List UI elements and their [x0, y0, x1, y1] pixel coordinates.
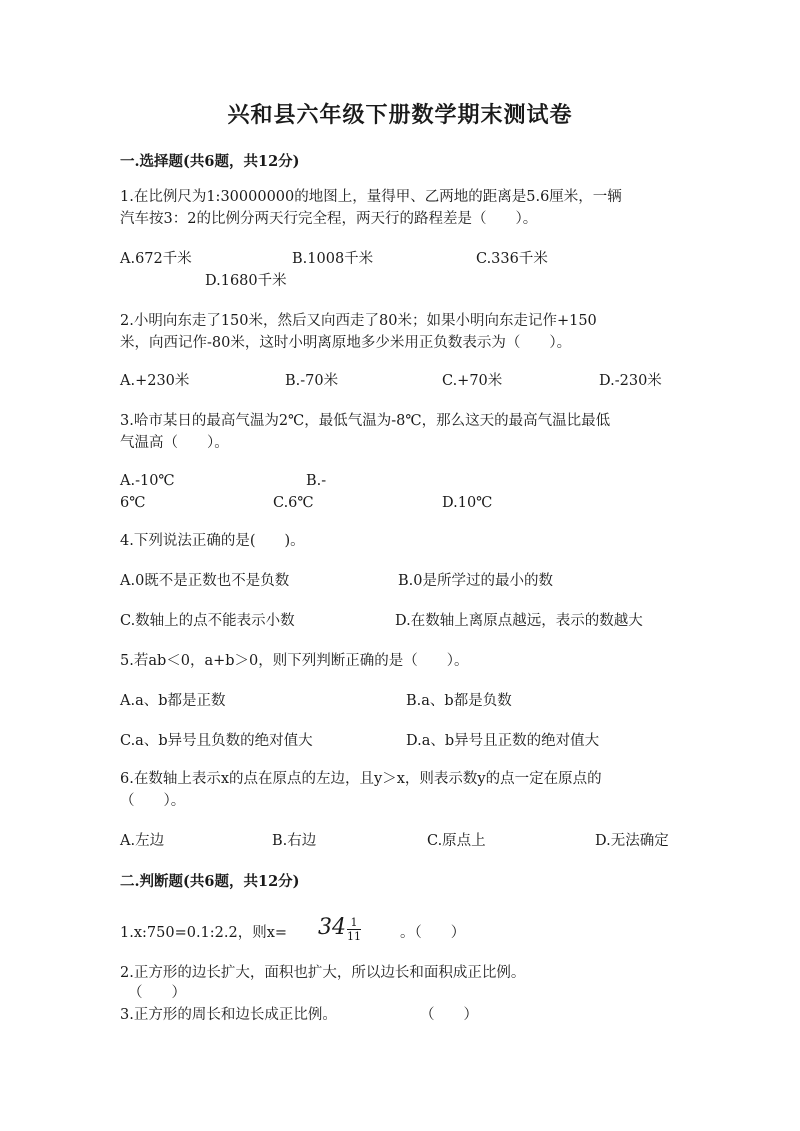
- question-5-option-c: C.a、b异号且负数的绝对值大: [120, 733, 313, 749]
- fraction-numerator: 1: [350, 916, 358, 929]
- judge-1-prefix: 1.x:750=0.1:2.2，则x=: [120, 925, 288, 941]
- question-3-option-a: A.-10℃: [120, 473, 175, 489]
- judge-3-text: 3.正方形的周长和边长成正比例。: [120, 1007, 337, 1023]
- question-2-option-a: A.+230米: [120, 373, 190, 389]
- judge-1-mixed-number: [318, 915, 361, 943]
- question-4-option-d: D.在数轴上离原点越远，表示的数越大: [395, 613, 643, 629]
- fraction-denominator: 11: [347, 930, 361, 943]
- question-4-option-c: C.数轴上的点不能表示小数: [120, 613, 295, 629]
- judge-2-text-line1: 2.正方形的边长扩大，面积也扩大，所以边长和面积成正比例。: [120, 965, 526, 981]
- judge-1-suffix: 。（ ）: [400, 925, 466, 941]
- question-1-text-line2: 汽车按3：2的比例分两天行完全程，两天行的路程差是（ ）。: [120, 211, 538, 227]
- question-3-option-d: D.10℃: [442, 495, 493, 511]
- question-3-option-b-part2: 6℃: [120, 495, 146, 511]
- section-heading-judge: 二.判断题(共6题，共12分): [120, 873, 300, 890]
- question-1-text-line1: 1.在比例尺为1:30000000的地图上，量得甲、乙两地的距离是5.6厘米，一辆: [120, 189, 622, 205]
- question-6-option-d: D.无法确定: [595, 833, 669, 849]
- question-5-text: 5.若ab＜0，a+b＞0，则下列判断正确的是（ ）。: [120, 653, 469, 669]
- question-4-option-b: B.0是所学过的最小的数: [398, 573, 553, 589]
- question-6-text-line1: 6.在数轴上表示x的点在原点的左边，且y＞x，则表示数y的点一定在原点的: [120, 771, 602, 787]
- page-title: 兴和县六年级下册数学期末测试卷: [227, 102, 573, 128]
- question-1-option-d: D.1680千米: [205, 273, 287, 289]
- question-2-text-line2: 米，向西记作-80米，这时小明离原地多少米用正负数表示为（ ）。: [120, 335, 572, 351]
- question-1-option-a: A.672千米: [120, 251, 192, 267]
- question-2-option-c: C.+70米: [442, 373, 503, 389]
- question-5-option-b: B.a、b都是负数: [406, 693, 512, 709]
- question-6-option-b: B.右边: [272, 833, 317, 849]
- question-5-option-d: D.a、b异号且正数的绝对值大: [406, 733, 600, 749]
- question-2-option-d: D.-230米: [599, 373, 662, 389]
- question-6-text-line2: （ ）。: [120, 793, 186, 809]
- question-1-option-b: B.1008千米: [292, 251, 374, 267]
- section-heading-choice: 一.选择题(共6题，共12分): [120, 153, 300, 170]
- question-5-option-a: A.a、b都是正数: [120, 693, 226, 709]
- judge-3-paren: （ ）: [420, 1007, 478, 1023]
- question-6-option-a: A.左边: [120, 833, 165, 849]
- question-3-option-b-part1: B.-: [306, 473, 327, 489]
- mixed-number-fraction: [347, 917, 361, 943]
- question-2-text-line1: 2.小明向东走了150米，然后又向西走了80米；如果小明向东走记作+150: [120, 313, 597, 329]
- question-3-text-line1: 3.哈市某日的最高气温为2℃，最低气温为-8℃，那么这天的最高气温比最低: [120, 413, 611, 429]
- question-3-option-c: C.6℃: [273, 495, 314, 511]
- question-4-option-a: A.0既不是正数也不是负数: [120, 573, 290, 589]
- question-6-option-c: C.原点上: [427, 833, 486, 849]
- judge-2-text-line2: （ ）: [128, 985, 186, 1001]
- question-2-option-b: B.-70米: [285, 373, 339, 389]
- question-1-option-c: C.336千米: [476, 251, 548, 267]
- question-3-text-line2: 气温高（ ）。: [120, 435, 229, 451]
- question-4-text: 4.下列说法正确的是( )。: [120, 533, 305, 549]
- mixed-number-whole: 34: [318, 915, 346, 940]
